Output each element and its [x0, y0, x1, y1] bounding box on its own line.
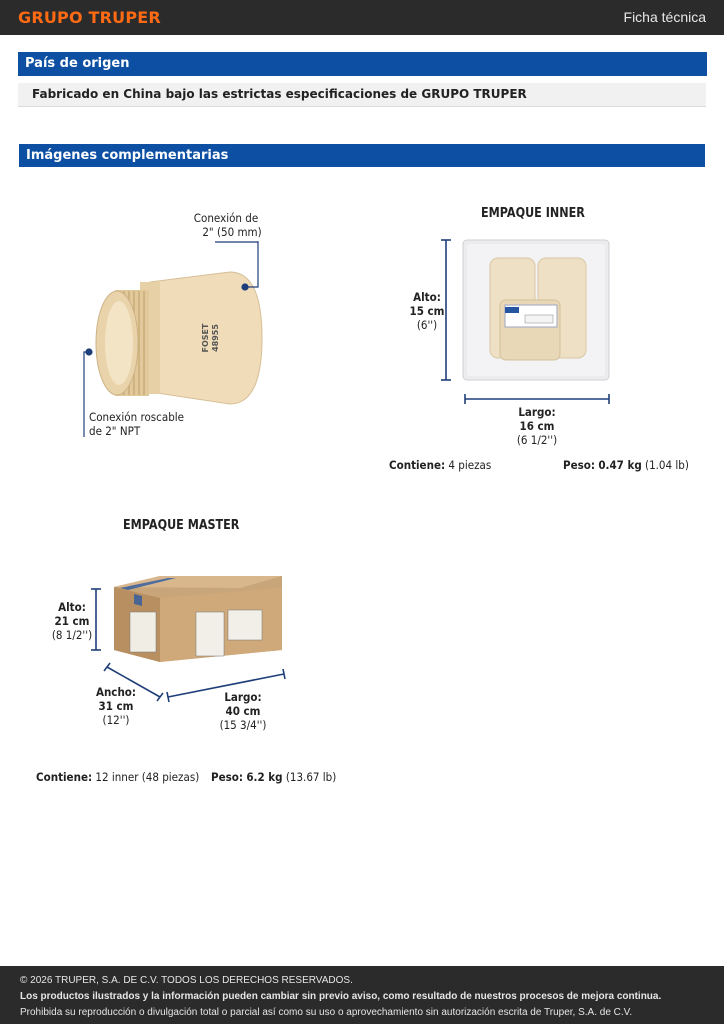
conn-top-line1: Conexión de	[193, 211, 259, 225]
master-ancho	[94, 685, 138, 727]
master-peso-label: Peso:	[211, 770, 244, 784]
master-alto-in: (8 1/2'')	[51, 628, 93, 642]
inner-peso-lb: (1.04 lb)	[645, 458, 689, 472]
master-contiene-label: Contiene:	[36, 770, 93, 784]
master-contiene	[36, 770, 199, 784]
section-images-title: Imágenes complementarias	[19, 144, 705, 167]
master-title: EMPAQUE MASTER	[123, 518, 240, 533]
inner-title: EMPAQUE INNER	[481, 206, 585, 221]
product-connection-top	[186, 211, 266, 239]
conn-top-line2: 2" (50 mm)	[202, 225, 262, 239]
inner-peso-label: Peso:	[563, 458, 596, 472]
master-largo	[215, 690, 271, 732]
master-peso-value: 6.2 kg	[246, 770, 283, 784]
inner-largo-in: (6 1/2'')	[516, 433, 558, 447]
section-origin-title: País de origen	[18, 52, 707, 76]
master-alto-cm: 21 cm	[54, 614, 90, 628]
master-largo-label: Largo:	[224, 690, 262, 704]
inner-largo-cm: 16 cm	[519, 419, 555, 433]
brand-logo: GRUPO TRUPER	[18, 8, 161, 27]
inner-peso	[563, 458, 689, 472]
inner-package-image	[463, 240, 609, 380]
origin-text: Fabricado en China bajo las estrictas especificaciones de GRUPO TRUPER	[18, 83, 706, 107]
footer-copyright: © 2026 TRUPER, S.A. DE C.V. TODOS LOS DERECHOS RESERVADOS.	[20, 975, 353, 986]
print-code: 48955	[211, 324, 220, 352]
master-alto-label: Alto:	[58, 600, 86, 614]
master-ancho-cm: 31 cm	[98, 699, 134, 713]
footer	[0, 966, 724, 1024]
inner-peso-value: 0.47 kg	[598, 458, 642, 472]
inner-alto-cm: 15 cm	[409, 304, 445, 318]
master-peso-lb: (13.67 lb)	[285, 770, 337, 784]
product-connection-bottom	[89, 410, 189, 438]
master-box-image	[114, 576, 282, 662]
inner-alto	[406, 290, 448, 332]
master-ancho-in: (12'')	[102, 713, 130, 727]
inner-contiene-value: 4 piezas	[448, 458, 492, 472]
master-peso	[211, 770, 336, 784]
inner-contiene-label: Contiene:	[389, 458, 446, 472]
print-brand: FOSET	[201, 323, 210, 353]
footer-legal: Prohibida su reproducción o divulgación total o parcial así como su uso o aprovechamiento sin autorización escrita de Truper, S.A. de C.V.	[20, 1007, 633, 1018]
product-image	[96, 272, 262, 404]
inner-largo-label: Largo:	[518, 405, 556, 419]
master-contiene-value: 12 inner (48 piezas)	[95, 770, 200, 784]
inner-alto-label: Alto:	[413, 290, 441, 304]
inner-largo	[505, 405, 569, 447]
doc-type: Ficha técnica	[623, 9, 706, 25]
master-largo-in: (15 3/4'')	[219, 718, 267, 732]
master-alto	[50, 600, 94, 642]
master-ancho-label: Ancho:	[95, 685, 137, 699]
inner-alto-in: (6'')	[416, 318, 438, 332]
footer-notice: Los productos ilustrados y la información pueden cambiar sin previo aviso, como resultado de nuestros procesos de mejora continua.	[20, 991, 662, 1002]
master-largo-cm: 40 cm	[225, 704, 261, 718]
conn-bottom-line1: Conexión roscable	[89, 410, 185, 424]
inner-contiene	[389, 458, 491, 472]
conn-bottom-line2: de 2" NPT	[89, 424, 141, 438]
